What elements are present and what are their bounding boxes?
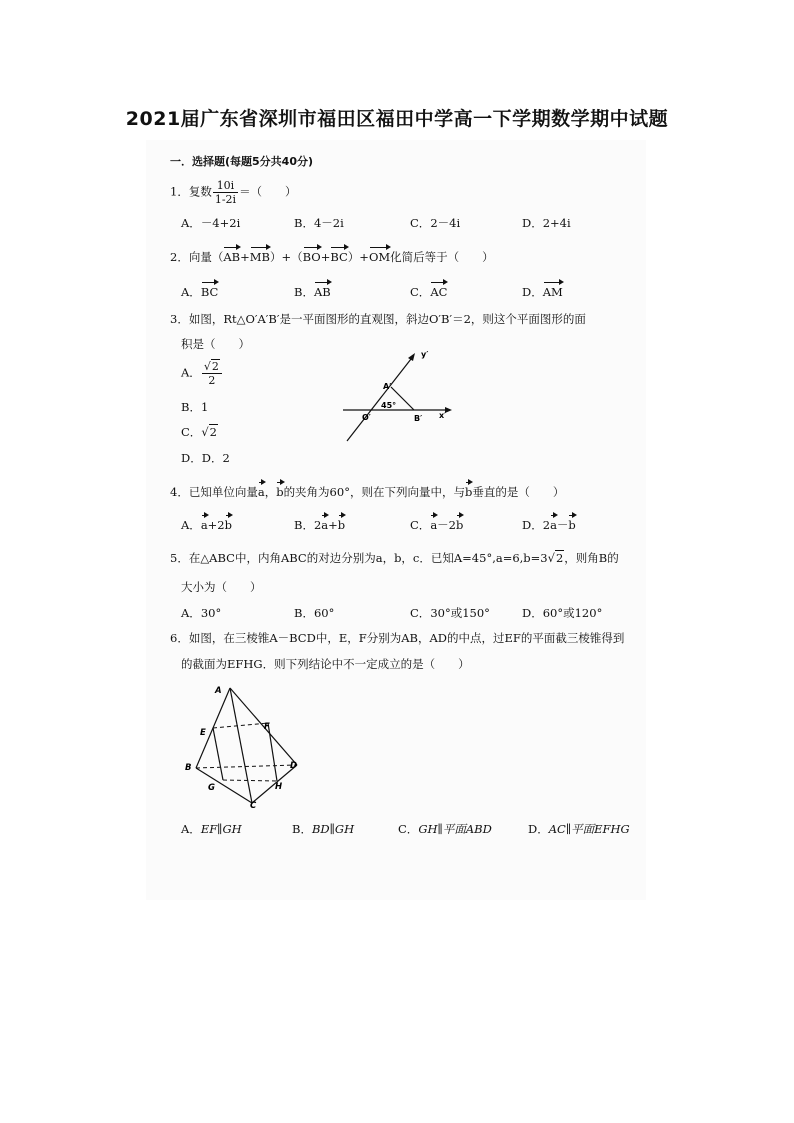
q6-option-d: D．AC∥平面EFHG xyxy=(528,822,630,836)
label-x: x′ xyxy=(439,411,447,420)
q1-option-b: B．4－2i xyxy=(294,216,344,230)
q5-option-b: B．60° xyxy=(294,606,335,620)
segment-ef xyxy=(213,723,268,728)
question-3-cont: 积是（ ） xyxy=(181,337,250,351)
q4-option-a: A．a+2b xyxy=(181,515,232,532)
section-header: 一．选择题(每题5分共40分) xyxy=(170,155,314,168)
q3-option-d: D．D．2 xyxy=(181,451,230,465)
q3-option-b: B．1 xyxy=(181,400,209,414)
q1-option-d: D．2+4i xyxy=(522,216,571,230)
q6-option-b: B．BD∥GH xyxy=(292,822,355,836)
question-3: 3．如图，Rt△O′A′B′是一平面图形的直观图，斜边O′B′＝2，则这个平面图形的面 xyxy=(170,312,586,326)
q5-option-a: A．30° xyxy=(181,606,222,620)
fraction-numerator: 10i xyxy=(213,179,238,193)
label-h: H xyxy=(275,782,283,792)
question-5: 5．在△ABC中，内角ABC的对边分别为a，b，c．已知A=45°,a=6,b=3√2，则角B的 xyxy=(170,551,619,565)
vector-ab: AB xyxy=(223,247,240,264)
question-2: 2．向量（AB+MB）+（BO+BC）+OM化简后等于（ ） xyxy=(170,247,494,264)
q3-option-c: C．√2 xyxy=(181,425,217,439)
fraction: $\frac{√2}{2}$ xyxy=(202,360,222,387)
edge-bd-hidden xyxy=(196,765,297,768)
q2-option-d: D．AM xyxy=(522,282,563,299)
vector-om: OM xyxy=(369,247,390,264)
vector-mb: MB xyxy=(250,247,270,264)
q1-option-c: C．2－4i xyxy=(410,216,461,230)
segment-gh xyxy=(223,780,277,781)
question-6: 6．如图，在三棱锥A－BCD中，E，F分别为AB，AD的中点，过EF的平面截三棱锥得到 xyxy=(170,631,625,645)
fraction-denominator: 1-2i xyxy=(214,193,237,206)
label-angle: 45° xyxy=(381,401,397,410)
q4-option-d: D．2a－b xyxy=(522,515,576,532)
edge-bc xyxy=(196,768,252,803)
label-e: E xyxy=(200,728,206,738)
label-c: C xyxy=(250,801,257,810)
label-g: G xyxy=(208,783,215,793)
question-text: ＝（ ） xyxy=(239,184,297,199)
edge-ac xyxy=(230,688,252,803)
question-number: 1． xyxy=(170,184,189,199)
label-b: B′ xyxy=(414,414,423,423)
vector-bc: BC xyxy=(330,247,347,264)
label-f: F xyxy=(264,722,270,732)
q6-option-c: C．GH∥平面ABD xyxy=(398,822,492,836)
question-4: 4．已知单位向量a，b的夹角为60°，则在下列向量中，与b垂直的是（ ） xyxy=(170,482,564,499)
label-y: y′ xyxy=(421,350,429,359)
tetrahedron-figure xyxy=(180,682,305,810)
q2-option-b: B．AB xyxy=(294,282,331,299)
q5-option-d: D．60°或120° xyxy=(522,606,603,620)
fraction xyxy=(213,179,238,206)
y-axis xyxy=(347,359,411,441)
q2-option-c: C．AC xyxy=(410,282,447,299)
question-6-cont: 的截面为EFHG．则下列结论中不一定成立的是（ ） xyxy=(181,657,470,671)
q6-option-a: A．EF∥GH xyxy=(181,822,242,836)
label-b: B xyxy=(185,763,192,773)
label-d: D xyxy=(290,761,298,771)
question-5-cont: 大小为（ ） xyxy=(181,580,262,594)
question-1 xyxy=(170,179,297,206)
q4-option-c: C．a－2b xyxy=(410,515,463,532)
y-axis-arrow xyxy=(408,353,415,361)
segment-eg xyxy=(213,728,223,780)
vector-bo: BO xyxy=(303,247,321,264)
q4-option-b: B．2a+b xyxy=(294,515,345,532)
q3-option-a: A． $\frac{√2}{2}$ xyxy=(181,360,223,387)
label-o: O′ xyxy=(362,413,371,422)
label-a: A xyxy=(215,686,222,696)
question-text: 复数 xyxy=(188,184,212,199)
label-a: A′ xyxy=(383,382,392,391)
q1-option-a: A．－4+2i xyxy=(181,216,241,230)
page-title: 2021届广东省深圳市福田区福田中学高一下学期数学期中试题 xyxy=(125,108,669,130)
q5-option-c: C．30°或150° xyxy=(410,606,490,620)
oblique-projection-figure xyxy=(335,345,460,445)
q2-option-a: A．BC xyxy=(181,282,218,299)
